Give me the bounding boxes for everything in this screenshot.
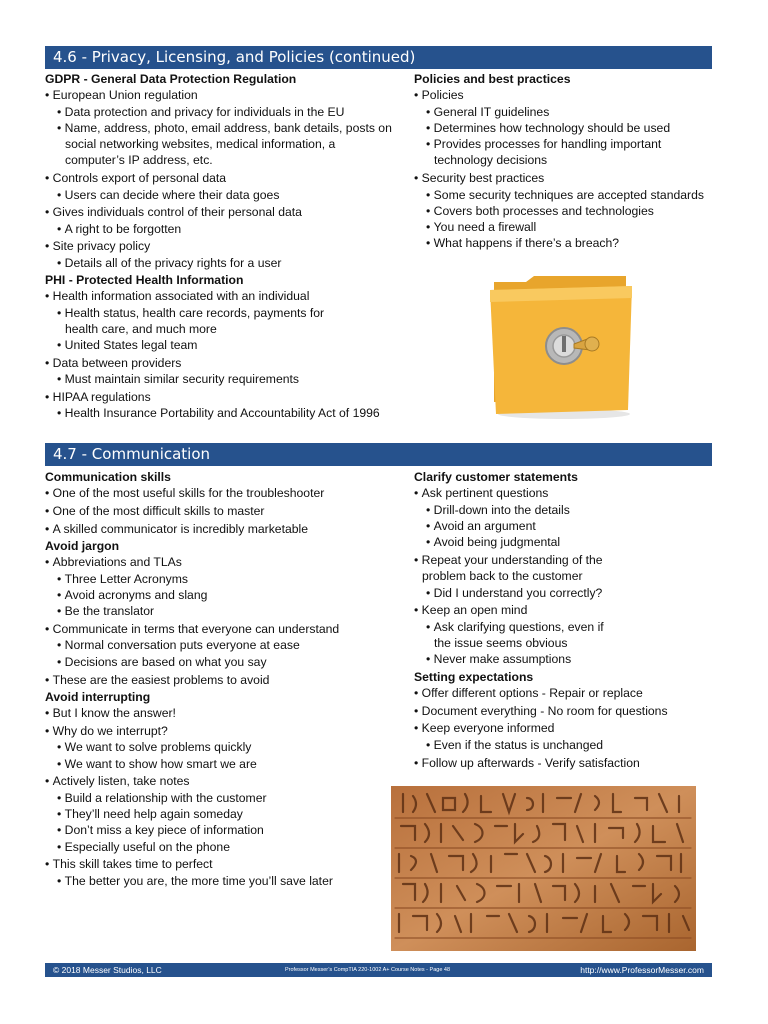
footer-copyright: © 2018 Messer Studios, LLC [53, 965, 162, 975]
list-item: • Communicate in terms that everyone can understand [45, 621, 395, 637]
gdpr-heading: GDPR - General Data Protection Regulation [45, 72, 297, 86]
list-item: • Even if the status is unchanged [414, 737, 714, 753]
list-item: • One of the most difficult skills to master [45, 503, 395, 519]
list-item: • Why do we interrupt? [45, 723, 395, 739]
list-item: • But I know the answer! [45, 705, 395, 721]
list-item: • Covers both processes and technologies [414, 203, 714, 219]
list-item: • Three Letter Acronyms [45, 571, 395, 587]
list-item: • General IT guidelines [414, 104, 714, 120]
privacy-right-column [414, 70, 714, 252]
list-item: • What happens if there’s a breach? [414, 235, 714, 251]
list-item: • Details all of the privacy rights for a user [45, 255, 395, 271]
section-header-4-6: 4.6 - Privacy, Licensing, and Policies (continued) [45, 46, 712, 69]
list-item: • Document everything - No room for questions [414, 703, 714, 719]
list-item: • Health Insurance Portability and Accountability Act of 1996 [45, 405, 395, 421]
list-item: • Ask pertinent questions [414, 485, 714, 501]
list-item: • One of the most useful skills for the troubleshooter [45, 485, 395, 501]
list-item: • You need a firewall [414, 219, 714, 235]
communication-right-column [414, 468, 714, 771]
list-item: • Keep an open mind [414, 602, 714, 618]
list-item: • Data between providers [45, 355, 395, 371]
list-item: • Data protection and privacy for individuals in the EU [45, 104, 395, 120]
list-item: • We want to show how smart we are [45, 756, 395, 772]
locked-folder-icon [486, 272, 636, 420]
list-item: • These are the easiest problems to avoid [45, 672, 395, 688]
list-item: • Don’t miss a key piece of information [45, 822, 395, 838]
communication-left-column [45, 468, 395, 889]
list-item: • Gives individuals control of their personal data [45, 204, 395, 220]
list-item: • Name, address, photo, email address, bank details, posts on social networking websites, medical information, a computer’s IP address, etc. [45, 120, 395, 169]
phi-heading: PHI - Protected Health Information [45, 273, 244, 288]
list-item: • Some security techniques are accepted standards [414, 187, 714, 203]
list-item: • Be the translator [45, 603, 395, 619]
list-item: • Follow up afterwards - Verify satisfaction [414, 755, 714, 771]
list-item: • Security best practices [414, 170, 714, 186]
setting-expectations-heading: Setting expectations [414, 669, 534, 684]
list-item: • Users can decide where their data goes [45, 187, 395, 203]
list-item: • A right to be forgotten [45, 221, 395, 237]
list-item: • Ask clarifying questions, even if the issue seems obvious [414, 619, 714, 652]
list-item: • Determines how technology should be used [414, 120, 714, 136]
avoid-jargon-heading: Avoid jargon [45, 539, 120, 554]
list-item: • Health information associated with an individual [45, 288, 395, 304]
list-item: • The better you are, the more time you’ll save later [45, 873, 395, 889]
list-item: • Repeat your understanding of the problem back to the customer [414, 552, 714, 585]
hieroglyphs-image [391, 786, 696, 951]
policies-heading: Policies and best practices [414, 72, 571, 86]
list-item: • Avoid being judgmental [414, 534, 714, 550]
list-item: • Health status, health care records, payments for health care, and much more [45, 305, 395, 338]
list-item: • Offer different options - Repair or replace [414, 685, 714, 701]
section-header-4-7: 4.7 - Communication [45, 443, 712, 466]
clarify-heading: Clarify customer statements [414, 470, 578, 484]
list-item: • Keep everyone informed [414, 720, 714, 736]
list-item: • This skill takes time to perfect [45, 856, 395, 872]
list-item: • A skilled communicator is incredibly marketable [45, 521, 395, 537]
list-item: • HIPAA regulations [45, 389, 395, 405]
list-item: • Did I understand you correctly? [414, 585, 714, 601]
footer-url-link[interactable]: http://www.ProfessorMesser.com [580, 965, 704, 975]
list-item: • Actively listen, take notes [45, 773, 395, 789]
avoid-interrupting-heading: Avoid interrupting [45, 689, 151, 704]
list-item: • Especially useful on the phone [45, 839, 395, 855]
communication-skills-heading: Communication skills [45, 470, 171, 484]
list-item: • Normal conversation puts everyone at ease [45, 637, 395, 653]
list-item: • We want to solve problems quickly [45, 739, 395, 755]
page-footer [45, 963, 712, 977]
list-item: • Abbreviations and TLAs [45, 554, 395, 570]
list-item: • European Union regulation [45, 87, 395, 103]
list-item: • Policies [414, 87, 714, 103]
footer-course-notes: Professor Messer’s CompTIA 220-1002 A+ Course Notes - Page 48 [285, 967, 451, 973]
list-item: • Avoid acronyms and slang [45, 587, 395, 603]
list-item: • Controls export of personal data [45, 170, 395, 186]
list-item: • Provides processes for handling important technology decisions [414, 136, 714, 169]
privacy-left-column [45, 70, 395, 422]
list-item: • They’ll need help again someday [45, 806, 395, 822]
list-item: • United States legal team [45, 337, 395, 353]
list-item: • Must maintain similar security requirements [45, 371, 395, 387]
list-item: • Build a relationship with the customer [45, 790, 395, 806]
list-item: • Never make assumptions [414, 651, 714, 667]
list-item: • Decisions are based on what you say [45, 654, 395, 670]
list-item: • Site privacy policy [45, 238, 395, 254]
list-item: • Avoid an argument [414, 518, 714, 534]
list-item: • Drill-down into the details [414, 502, 714, 518]
